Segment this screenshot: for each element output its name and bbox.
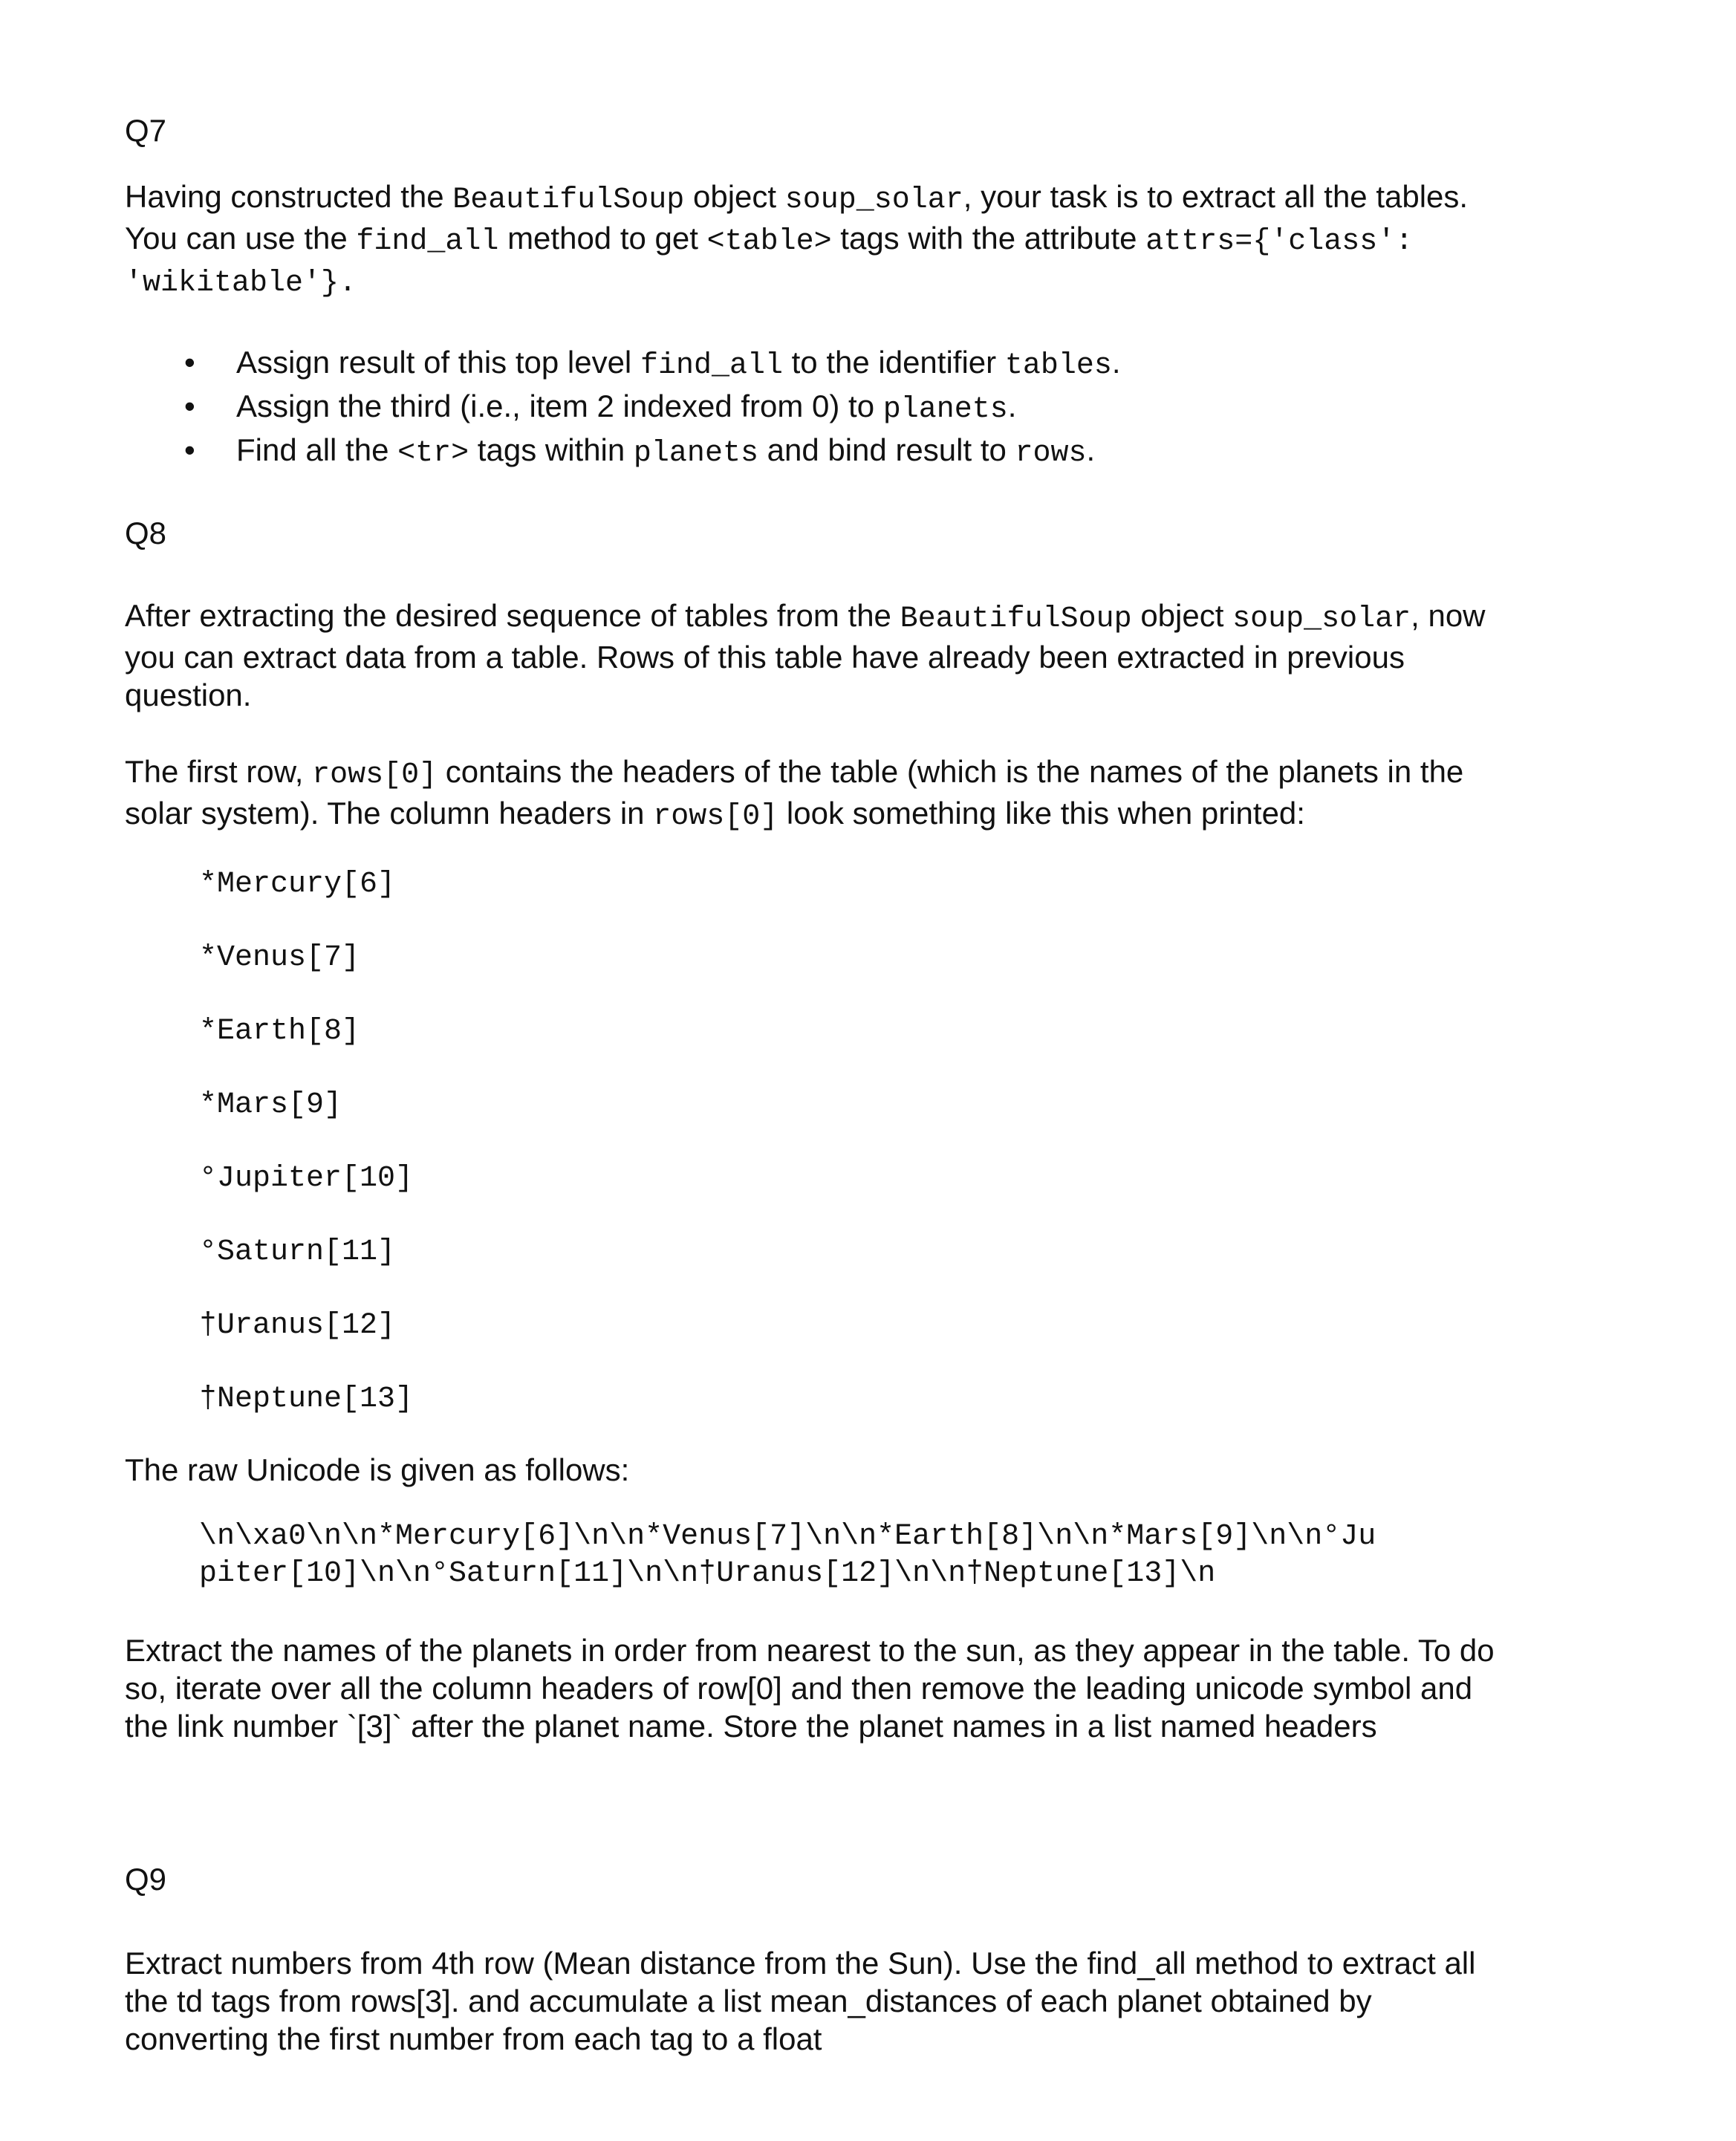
code-soup-solar: soup_solar bbox=[1232, 602, 1411, 636]
document-page bbox=[125, 111, 1610, 2058]
code-wikitable: 'wikitable'} bbox=[125, 267, 339, 300]
list-item: †Neptune[13] bbox=[199, 1383, 414, 1416]
question-label-q7: Q7 bbox=[125, 113, 167, 148]
list-item: *Venus[7] bbox=[199, 941, 360, 975]
code-rows-0: rows[0] bbox=[653, 800, 778, 834]
code-rows-0: rows[0] bbox=[312, 758, 438, 792]
list-item: • Find all the <tr> tags within planets and bind result to rows. bbox=[125, 430, 1610, 474]
q7-text: object bbox=[684, 179, 785, 214]
code-planets: planets bbox=[633, 437, 758, 470]
q7-text: You can use the bbox=[125, 221, 357, 256]
q7-text: tags with the attribute bbox=[831, 221, 1146, 256]
list-item: • Assign the third (i.e., item 2 indexed from 0) to planets. bbox=[125, 386, 1610, 430]
code-line: \n\xa0\n\n*Mercury[6]\n\n*Venus[7]\n\n*Earth[8]\n\n*Mars[9]\n\n°Ju bbox=[199, 1520, 1376, 1553]
code-table-tag: <table> bbox=[706, 225, 832, 259]
bullet-icon: • bbox=[184, 345, 195, 380]
code-soup-solar: soup_solar bbox=[784, 183, 963, 217]
bullet-icon: • bbox=[184, 389, 195, 423]
code-tables: tables bbox=[1004, 349, 1112, 383]
question-label-q9: Q9 bbox=[125, 1862, 167, 1897]
list-item: *Mars[9] bbox=[199, 1088, 342, 1122]
list-item: *Earth[8] bbox=[199, 1015, 360, 1048]
code-beautifulsoup: BeautifulSoup bbox=[452, 183, 685, 217]
q8-intro-paragraph: After extracting the desired sequence of tables from the BeautifulSoup object soup_solar, now you can extract data from a table. Rows of this table have already been extracted in previous question. bbox=[125, 598, 1486, 712]
q7-text: . bbox=[339, 267, 357, 300]
code-tr-tag: <tr> bbox=[397, 437, 469, 470]
q7-bullet-list bbox=[125, 342, 1610, 474]
q7-text: method to get bbox=[498, 221, 707, 256]
code-line: piter[10]\n\n°Saturn[11]\n\n†Uranus[12]\n\n†Neptune[13]\n bbox=[199, 1557, 1216, 1591]
code-find-all: find_all bbox=[640, 349, 783, 383]
raw-unicode-code-block bbox=[125, 1518, 1610, 1593]
q7-text: , your task is to extract all the tables. bbox=[963, 179, 1469, 214]
question-label-q8: Q8 bbox=[125, 516, 167, 550]
code-rows: rows bbox=[1015, 437, 1087, 470]
list-item: • Assign result of this top level find_all to the identifier tables. bbox=[125, 342, 1610, 386]
list-item: °Saturn[11] bbox=[199, 1235, 396, 1269]
bullet-icon: • bbox=[184, 432, 195, 467]
raw-unicode-label: The raw Unicode is given as follows: bbox=[125, 1452, 630, 1487]
code-beautifulsoup: BeautifulSoup bbox=[900, 602, 1132, 636]
q8-headers-paragraph: The first row, rows[0] contains the headers of the table (which is the names of the planets in the solar system). The column headers in rows[0] look something like this when printed: bbox=[125, 754, 1464, 834]
planet-header-list bbox=[125, 865, 1610, 1454]
q7-text: Having constructed the bbox=[125, 179, 453, 214]
code-find-all: find_all bbox=[356, 225, 499, 259]
code-planets: planets bbox=[882, 393, 1008, 426]
list-item: †Uranus[12] bbox=[199, 1309, 396, 1342]
code-attrs: attrs={'class': bbox=[1145, 225, 1414, 259]
q7-intro-paragraph bbox=[125, 178, 1610, 302]
list-item: °Jupiter[10] bbox=[199, 1162, 414, 1195]
q9-paragraph: Extract numbers from 4th row (Mean distance from the Sun). Use the find_all method to extract all the td tags from rows[3]. and accumulate a list mean_distances of each planet obtained by converting the first number from each tag to a float bbox=[125, 1946, 1476, 2056]
list-item: *Mercury[6] bbox=[199, 868, 396, 901]
q8-extract-paragraph: Extract the names of the planets in order from nearest to the sun, as they appear in the table. To do so, iterate over all the column headers of row[0] and then remove the leading unicode symbol and the link number `[3]` after the planet name. Store the planet names in a list named headers bbox=[125, 1633, 1495, 1744]
